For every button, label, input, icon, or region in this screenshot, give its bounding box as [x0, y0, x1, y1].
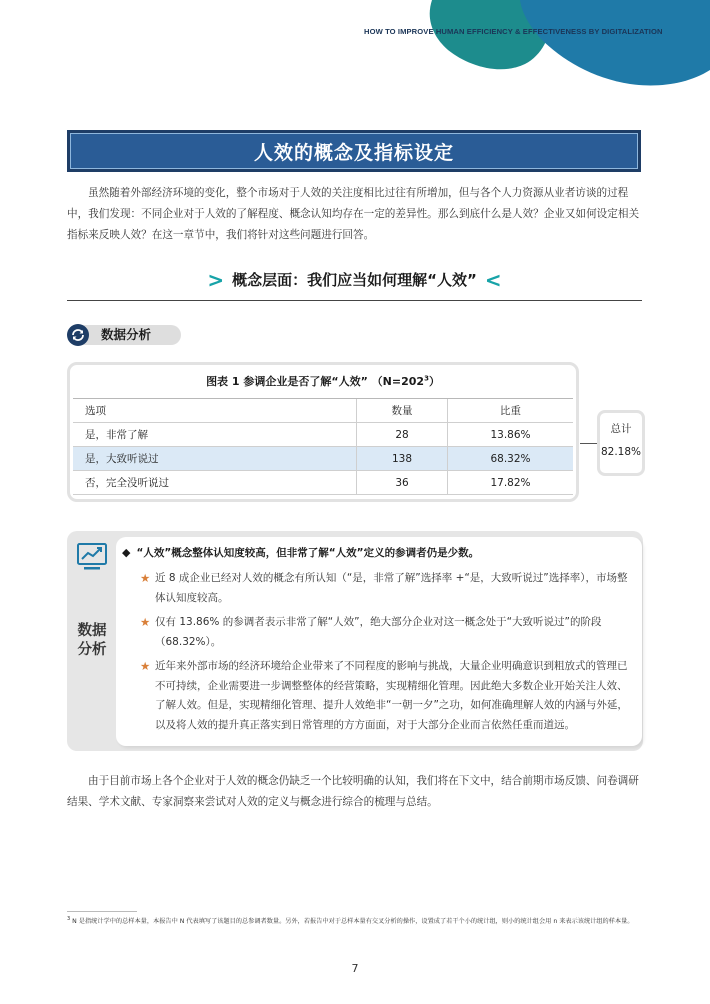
- closing-paragraph: 由于目前市场上各个企业对于人效的概念仍缺乏一个比较明确的认知，我们将在下文中，结合前期市场反馈、问卷调研结果、学术文献、专家洞察来尝试对人效的定义与概念进行综合的梳理与总结。: [67, 775, 639, 808]
- subheading-text: 概念层面：我们应当如何理解“人效”: [232, 271, 477, 289]
- analysis-heading-text: “人效”概念整体认知度较高，但非常了解“人效”定义的参调者仍是少数。: [136, 547, 480, 559]
- footnote-text: N 是指统计学中的总样本量，本报告中 N 代表填写了该题目的总参调者数量。另外，若报告中对于总样本量有交叉分析的操作，设置成了若干个小的统计组，则小的统计组会用 n 来表示该统计组的样本量。: [72, 918, 634, 926]
- table-cell-option: 是，非常了解: [73, 423, 357, 447]
- total-box: [597, 410, 645, 476]
- survey-table: [73, 398, 573, 495]
- header-decoration: [0, 0, 710, 110]
- section-title-inner: [70, 133, 638, 169]
- subheading: [67, 266, 642, 301]
- total-bracket-connector: [580, 443, 598, 444]
- subheading-row: [67, 266, 642, 290]
- analysis-item: [140, 657, 634, 735]
- table-cell-count: 138: [357, 447, 448, 471]
- table-cell-pct: 17.82%: [448, 471, 574, 495]
- header-blue-wave: [520, 0, 710, 85]
- table-row: [73, 423, 573, 447]
- analysis-heading: [122, 545, 479, 560]
- table-title: [70, 373, 576, 389]
- table-row: [73, 471, 573, 495]
- table-cell-option: 否，完全没听说过: [73, 471, 357, 495]
- star-bullet-icon: ★: [140, 571, 151, 585]
- section-title: 人效的概念及指标设定: [253, 141, 454, 164]
- line-chart-monitor-icon: [76, 542, 108, 572]
- intro-paragraph: 虽然随着外部经济环境的变化，整个市场对于人效的关注度相比过往有所增加，但与各个人力资源从业者访谈的过程中，我们发现：不同企业对于人效的了解程度、概念认知均存在一定的差异性。那么到底什么是人效？企业又如何设定相关指标来反映人效？在这一章节中，我们将针对这些问题进行回答。: [67, 187, 640, 241]
- refresh-arrows-glyph: [71, 328, 85, 342]
- footnote: [67, 914, 642, 928]
- table-header-count: 数量: [357, 399, 448, 423]
- table-cell-pct: 13.86%: [448, 423, 574, 447]
- diamond-bullet-icon: ◆: [122, 546, 131, 559]
- chevron-right-icon: >: [207, 267, 225, 292]
- analysis-item: [140, 613, 634, 652]
- total-label: 总计: [610, 423, 632, 435]
- analysis-item: [140, 569, 634, 608]
- star-bullet-icon: ★: [140, 615, 151, 629]
- table-title-text: 图表 1 参调企业是否了解“人效” （N=202: [206, 375, 425, 388]
- refresh-circle-icon: [67, 324, 89, 346]
- data-analysis-pill: 数据分析: [77, 325, 181, 345]
- analysis-item-text: 仅有 13.86% 的参调者表示非常了解“人效”，绝大部分企业对这一概念处于“大致听说过”的阶段（68.32%）。: [155, 616, 602, 648]
- section-title-banner: [67, 130, 641, 172]
- table-title-end: ）: [428, 375, 440, 388]
- running-title: HOW TO IMPROVE HUMAN EFFICIENCY & EFFECTIVENESS BY DIGITALIZATION: [364, 27, 663, 36]
- footnote-rule: [67, 911, 137, 912]
- table-cell-option: 是，大致听说过: [73, 447, 357, 471]
- page-number: 7: [351, 962, 359, 975]
- footnote-marker: 3: [67, 916, 71, 922]
- table-title-footnote-ref: 3: [424, 374, 429, 383]
- survey-table-frame: [67, 362, 579, 502]
- table-header-pct: 比重: [448, 399, 574, 423]
- table-cell-count: 36: [357, 471, 448, 495]
- analysis-item-text: 近 8 成企业已经对人效的概念有所认知（“是，非常了解”选择率 +“是，大致听说过”选择率），市场整体认知度较高。: [155, 572, 628, 604]
- table-cell-count: 28: [357, 423, 448, 447]
- table-header-row: [73, 399, 573, 423]
- total-value: 82.18%: [600, 446, 642, 458]
- chevron-left-icon: <: [484, 267, 502, 292]
- table-header-option: 选项: [73, 399, 357, 423]
- analysis-label: 数据 分析: [77, 623, 107, 658]
- analysis-item-text: 近年来外部市场的经济环境给企业带来了不同程度的影响与挑战，大量企业明确意识到粗放式的管理已不可持续，企业需要进一步调整整体的经营策略，实现精细化管理。因此绝大多数企业开始关注人效、了解人效。但是，实现精细化管理、提升人效绝非“一朝一夕”之功，如何准确理解人效的内涵与外延，以及将人效的提升真正落实到日常管理的方方面面，对于大部分企业而言依然任重而道远。: [155, 660, 628, 731]
- star-bullet-icon: ★: [140, 659, 151, 673]
- table-cell-pct: 68.32%: [448, 447, 574, 471]
- table-row-highlighted: [73, 447, 573, 471]
